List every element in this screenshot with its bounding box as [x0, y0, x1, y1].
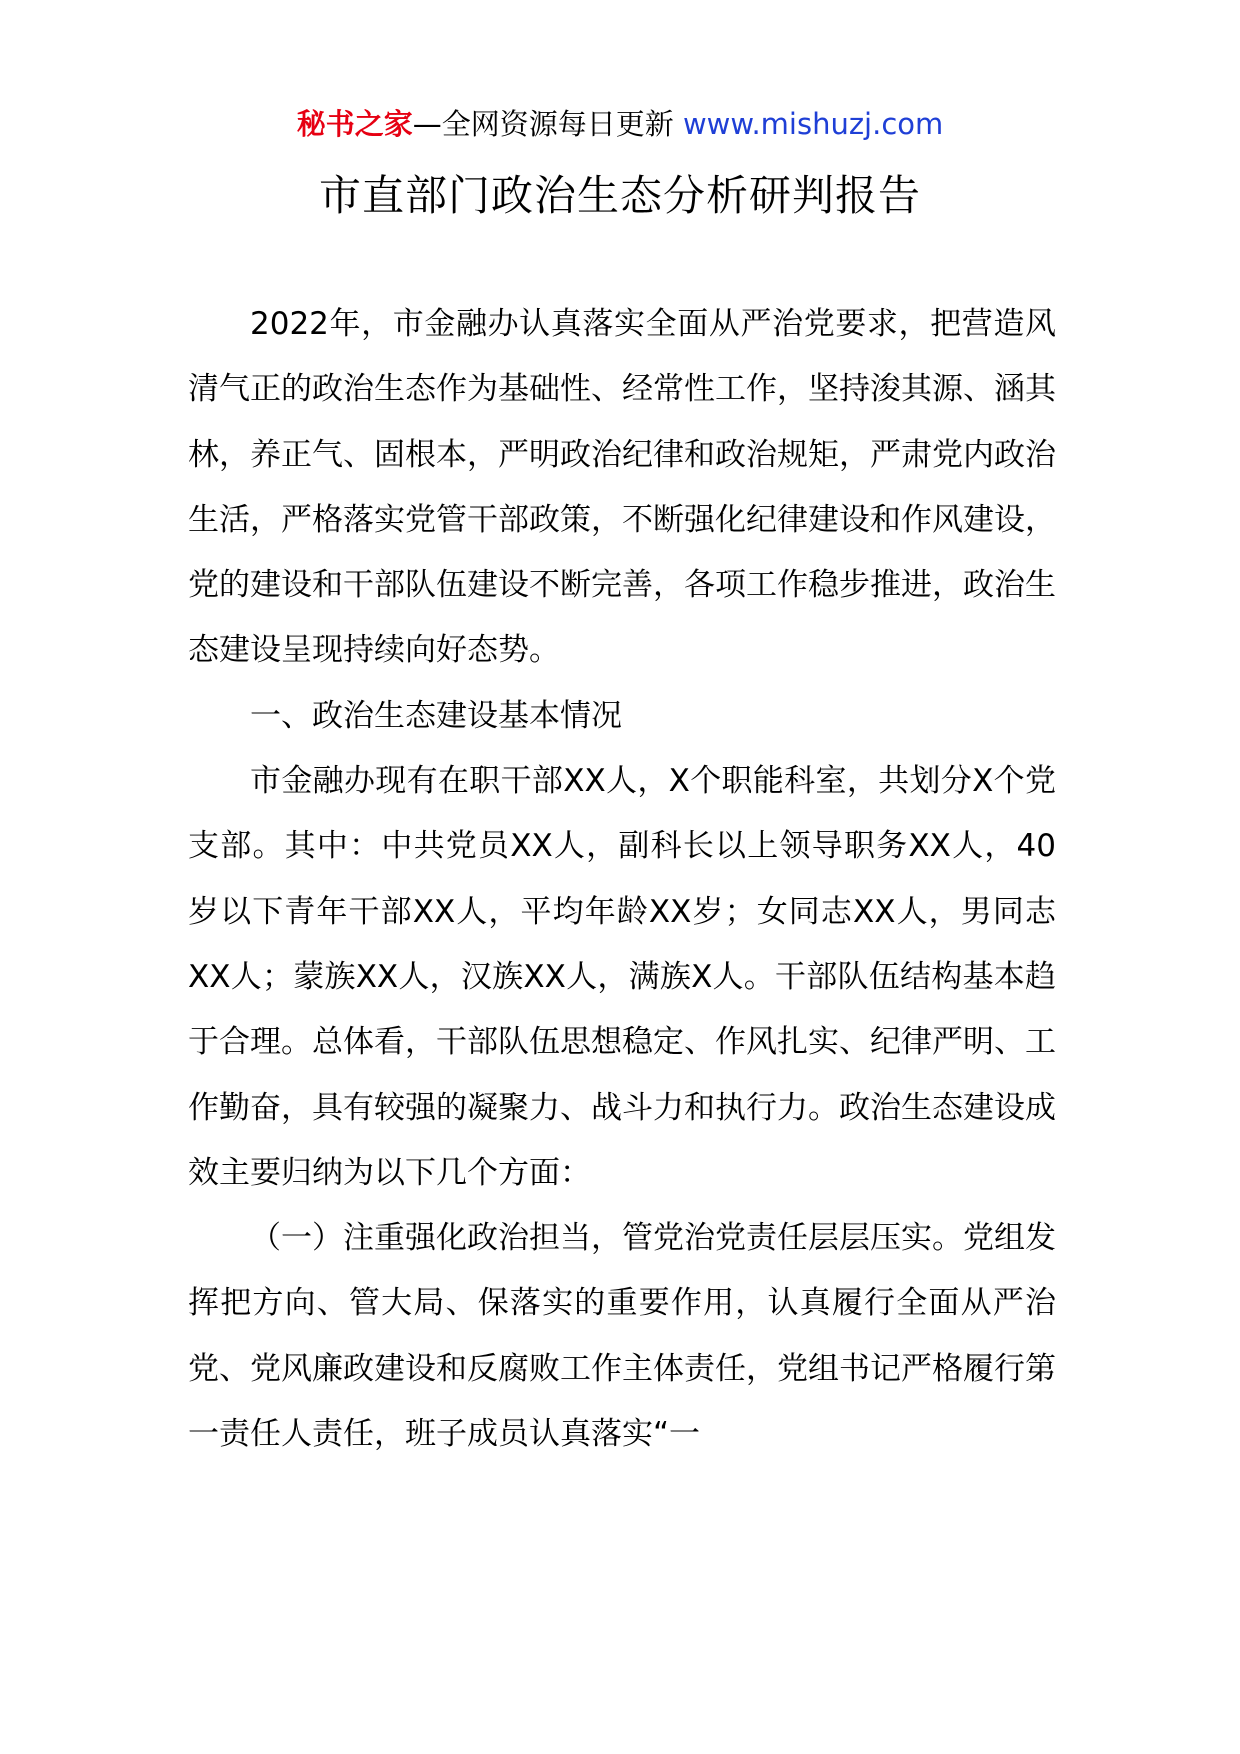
section-paragraph: 市金融办现有在职干部XX人，X个职能科室，共划分X个党支部。其中：中共党员XX人，副科长以上领导职务XX人，40岁以下青年干部XX人，平均年龄XX岁；女同志XX人，男同志XX人；蒙族XX人，汉族XX人，满族X人。干部队伍结构基本趋于合理。总体看，干部队伍思想稳定、作风扎实、纪律严明、工作勤奋，具有较强的凝聚力、战斗力和执行力。政治生态建设成效主要归纳为以下几个方面： — [188, 763, 1056, 1191]
header-tagline: —全网资源每日更新 — [412, 107, 674, 141]
intro-paragraph: 2022年，市金融办认真落实全面从严治党要求，把营造风清气正的政治生态作为基础性、经常性工作，坚持浚其源、涵其林，养正气、固根本，严明政治纪律和政治规矩，严肃党内政治生活，严格落实党管干部政策，不断强化纪律建设和作风建设，党的建设和干部队伍建设不断完善，各项工作稳步推进，政治生态建设呈现持续向好态势。 — [188, 306, 1056, 669]
section-heading: 一、政治生态建设基本情况 — [250, 697, 622, 734]
brand-name: 秘书之家 — [296, 107, 413, 141]
subsection-paragraph — [188, 1206, 1056, 1467]
subsection-text: 党组发挥把方向、管大局、保落实的重要作用，认真履行全面从严治党、党风廉政建设和反腐败工作主体责任，党组书记严格履行第一责任人责任，班子成员认真落实“一 — [188, 1220, 1056, 1453]
site-url-link[interactable]: www.mishuzj.com — [682, 107, 944, 141]
document-title: 市直部门政治生态分析研判报告 — [318, 171, 921, 220]
subsection-heading: （一）注重强化政治担当，管党治党责任层层压实。 — [250, 1220, 963, 1257]
site-header — [0, 104, 1240, 144]
document-body — [188, 292, 1056, 1467]
